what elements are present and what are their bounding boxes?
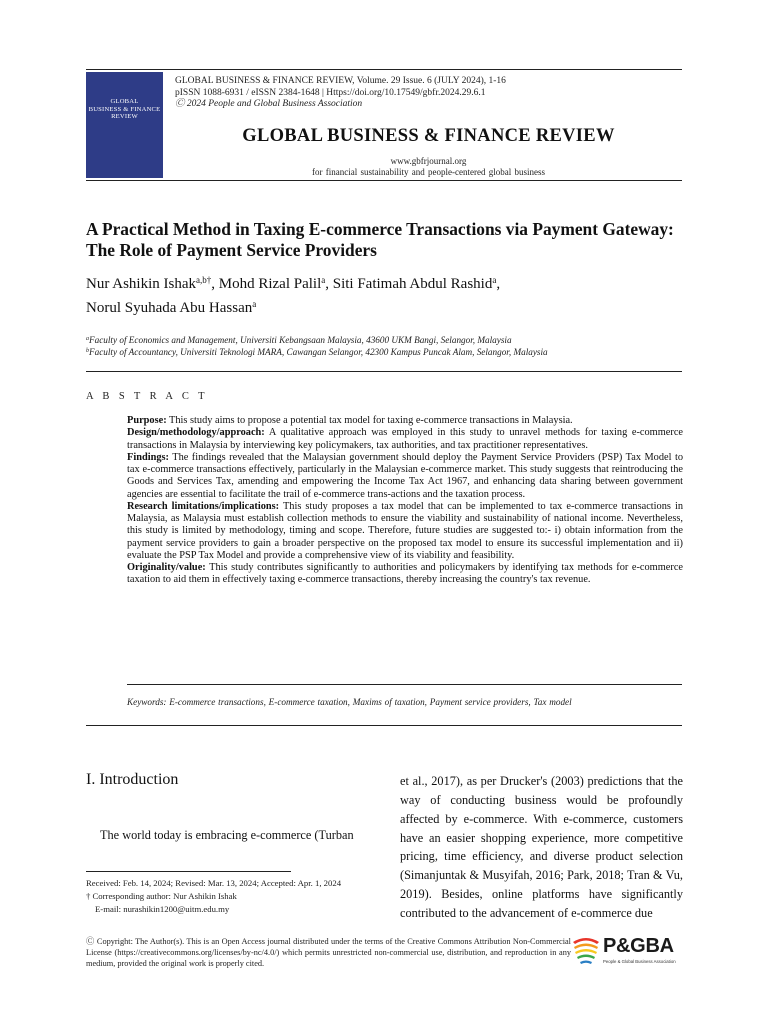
affiliation-mark: b xyxy=(86,348,89,354)
pgba-logo-subtitle: People & Global Business Association xyxy=(603,959,676,964)
abstract-section-text: A qualitative approach was employed in this study to unravel methods for taxing e-commerce transactions in Malaysia by interviewing key policymakers, tax authorities, and tax practitioner representatives. xyxy=(127,427,683,451)
abstract-section-text: The findings revealed that the Malaysian government should deploy the Payment Service Providers (PSP) Tax Model to tax e-commerce transactions effectively, particularly in the Malaysian e-commerce market. This study suggests that reintroducing the Goods and Services Tax, amending and empowering the Income Tax Act 1967, and enhancing data sharing between government agencies are essential to facilitate the trail of e-commerce trans-actions and the taxation process. xyxy=(127,451,683,500)
abstract-top-rule xyxy=(86,371,682,372)
author-name: Mohd Rizal Palil xyxy=(218,276,322,292)
cover-title-line: REVIEW xyxy=(111,113,138,121)
journal-tagline: for financial sustainability and people-centered global business xyxy=(312,167,545,177)
received-dates: Received: Feb. 14, 2024; Revised: Mar. 13, 2024; Accepted: Apr. 1, 2024 xyxy=(86,878,342,888)
paper-title: A Practical Method in Taxing E-commerce Transactions via Payment Gateway: The Role of Payment Service Providers xyxy=(86,219,674,260)
pgba-logo xyxy=(570,934,688,968)
corresponding-author: † Corresponding author: Nur Ashikin Ishak xyxy=(86,890,237,901)
abstract-section xyxy=(127,427,683,452)
abstract-section xyxy=(127,415,683,427)
author-affil-mark: a xyxy=(252,299,257,309)
citation-line: GLOBAL BUSINESS & FINANCE REVIEW, Volume. 29 Issue. 6 (JULY 2024), 1-16 xyxy=(175,76,506,86)
abstract-section-heading: Research limitations/implications: xyxy=(127,500,280,512)
author-separator: , xyxy=(211,276,219,292)
affiliation-mark: a xyxy=(86,336,89,342)
affiliation-item xyxy=(86,346,548,358)
footnotes xyxy=(86,877,341,915)
keywords: Keywords: E-commerce transactions, E-commerce taxation, Maxims of taxation, Payment service providers, Tax model xyxy=(127,697,572,707)
author-list xyxy=(86,272,686,320)
header-bottom-rule xyxy=(86,180,682,181)
journal-title: GLOBAL BUSINESS & FINANCE REVIEW xyxy=(242,126,615,146)
author-name: Norul Syuhada Abu Hassan xyxy=(86,300,253,316)
abstract-section-text: This study contributes significantly to authorities and policymakers by identifying tax methods for e-commerce taxation to aid them in effectively taxing e-commerce transactions, thereby increasing the country's tax revenue. xyxy=(127,562,683,586)
affiliation-text: Faculty of Accountancy, Universiti Teknologi MARA, Cawangan Selangor, 42300 Kampus Puncak Alam, Selangor, Malaysia xyxy=(89,347,548,357)
cover-title xyxy=(86,98,163,121)
pgba-logo-icon xyxy=(570,934,602,968)
abstract-section-heading: Findings: xyxy=(127,451,169,463)
abstract-section-heading: Originality/value: xyxy=(127,562,206,573)
abstract-section-text: This study proposes a tax model that can be implemented to tax e-commerce transactions in Malaysia, as Malaysia must establish collection methods to ensure the viability and sustainability of national income. Nevertheless, this study is limited by methodology, timing and scope. Therefore, future studies are suggested to:- i) obtain information from the payment service providers to gain a broader perspective on the proposed tax model to ensure its successful implementation and ii) evaluate the PSP Tax Model and provide a comprehensive view of its viability and feasibility. xyxy=(127,500,683,561)
header-top-rule xyxy=(86,69,682,70)
pgba-logo-text: P&GBA xyxy=(603,935,674,957)
abstract-section xyxy=(127,452,683,501)
journal-website-link[interactable]: www.gbfrjournal.org xyxy=(390,156,467,166)
cover-title-line: GLOBAL xyxy=(110,98,139,105)
issn-doi-line[interactable]: pISSN 1088-6931 / eISSN 2384-1648 | Https://doi.org/10.17549/gbfr.2024.29.6.1 xyxy=(175,87,486,98)
affiliations xyxy=(86,334,548,358)
author-name: Nur Ashikin Ishak xyxy=(86,276,196,292)
author-separator: , xyxy=(325,276,333,292)
footnote-rule xyxy=(86,871,291,872)
abstract-section-heading: Design/methodology/approach: xyxy=(127,427,265,439)
abstract-section xyxy=(127,562,683,587)
author-affil-mark: a xyxy=(492,275,497,285)
author-affil-mark: a xyxy=(321,275,326,285)
copyright-line: Ⓒ 2024 People and Global Business Association xyxy=(175,99,363,109)
cover-title-line: BUSINESS & FINANCE xyxy=(88,105,161,113)
affiliation-item xyxy=(86,334,548,346)
section-heading-introduction: I. Introduction xyxy=(86,771,179,788)
license-notice: Ⓒ Copyright: The Author(s). This is an Open Access journal distributed under the terms of the Creative Commons Attribution Non-Commercial License (https://creativecommons.org/licenses/by-nc/4.0/) which permits unrestricted non-commercial use, distribution, and reproduction in any medium, provided the original work is properly cited. xyxy=(86,937,571,968)
author-affil-mark: a,b† xyxy=(196,275,212,285)
keywords-bottom-rule xyxy=(86,725,682,726)
intro-paragraph-left: The world today is embracing e-commerce (Turban xyxy=(100,828,354,842)
abstract-section-heading: Purpose: xyxy=(127,415,167,426)
abstract-label: A B S T R A C T xyxy=(86,391,208,402)
affiliation-text: Faculty of Economics and Management, Universiti Kebangsaan Malaysia, 43600 UKM Bangi, Selangor, Malaysia xyxy=(89,335,512,345)
author-separator: , xyxy=(496,276,501,292)
author-name: Siti Fatimah Abdul Rashid xyxy=(332,276,493,292)
keywords-top-rule xyxy=(127,684,682,685)
abstract-body xyxy=(127,415,683,587)
intro-paragraph-right: et al., 2017), as per Drucker's (2003) predictions that the way of conducting business would be profoundly affected by e-commerce. With e-commerce, customers have an easier shopping experience, more competitive pricing, time efficiency, and diverse product selection (Simanjuntak & Musyifah, 2016; Park, 2018; Tran & Vu, 2019). Besides, online platforms have significantly contributed to the advancement of e-commerce due xyxy=(400,774,683,920)
author-email[interactable]: E-mail: nurashikin1200@uitm.edu.my xyxy=(95,903,230,914)
abstract-section xyxy=(127,501,683,562)
journal-cover-thumbnail xyxy=(86,72,163,178)
abstract-section-text: This study aims to propose a potential tax model for taxing e-commerce transactions in Malaysia. xyxy=(166,415,573,426)
citation-block xyxy=(175,76,506,111)
